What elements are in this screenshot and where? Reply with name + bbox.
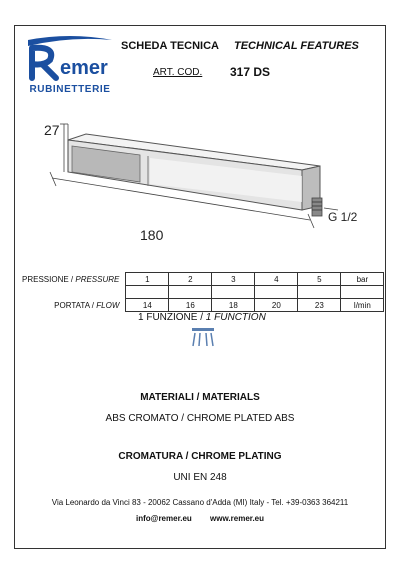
email-link[interactable]: info@remer.eu bbox=[135, 514, 192, 523]
contact-line bbox=[0, 514, 400, 523]
pressure-row bbox=[20, 273, 384, 286]
pressure-unit: bar bbox=[341, 273, 384, 286]
website-link[interactable]: www.remer.eu bbox=[210, 514, 264, 523]
spacer-row bbox=[20, 286, 384, 299]
plating-value: UNI EN 248 bbox=[173, 472, 227, 483]
brand-subtitle: RUBINETTERIE bbox=[29, 84, 111, 95]
flow-cell: 20 bbox=[255, 299, 298, 312]
shower-spray-icon bbox=[190, 328, 216, 348]
pressure-label: PRESSIONE / PRESSURE bbox=[22, 274, 120, 284]
company-address: Via Leonardo da Vinci 83 - 20062 Cassano d'Adda (MI) Italy - Tel. +39-0363 364211 bbox=[51, 498, 349, 507]
function-label: 1 FUNZIONE / 1 FUNCTION bbox=[138, 312, 266, 323]
art-code-label: ART. COD. bbox=[153, 67, 203, 78]
materials-value: ABS CROMATO / CHROME PLATED ABS bbox=[105, 413, 295, 424]
flow-cell: 14 bbox=[126, 299, 169, 312]
dimension-length: 180 bbox=[140, 227, 164, 243]
flow-unit: l/min bbox=[341, 299, 384, 312]
sheet-title-it: SCHEDA TECNICA bbox=[121, 40, 219, 52]
hand-shower-drawing bbox=[20, 110, 380, 260]
sheet-title-en: TECHNICAL FEATURES bbox=[234, 40, 359, 52]
pressure-cell: 2 bbox=[169, 273, 212, 286]
flow-row bbox=[20, 299, 384, 312]
flow-cell: 18 bbox=[212, 299, 255, 312]
flow-cell: 16 bbox=[169, 299, 212, 312]
performance-table bbox=[20, 272, 384, 312]
flow-label: PORTATA / FLOW bbox=[54, 300, 120, 310]
art-code-value: 317 DS bbox=[230, 65, 271, 79]
thread-size: G 1/2 bbox=[328, 210, 358, 224]
pressure-cell: 1 bbox=[126, 273, 169, 286]
pressure-cell: 5 bbox=[298, 273, 341, 286]
flow-cell: 23 bbox=[298, 299, 341, 312]
plating-title: CROMATURA / CHROME PLATING bbox=[118, 451, 282, 462]
svg-text:emer: emer bbox=[60, 57, 108, 79]
pressure-cell: 4 bbox=[255, 273, 298, 286]
dimension-height: 27 bbox=[44, 122, 60, 138]
materials-title: MATERIALI / MATERIALS bbox=[140, 392, 260, 403]
pressure-cell: 3 bbox=[212, 273, 255, 286]
